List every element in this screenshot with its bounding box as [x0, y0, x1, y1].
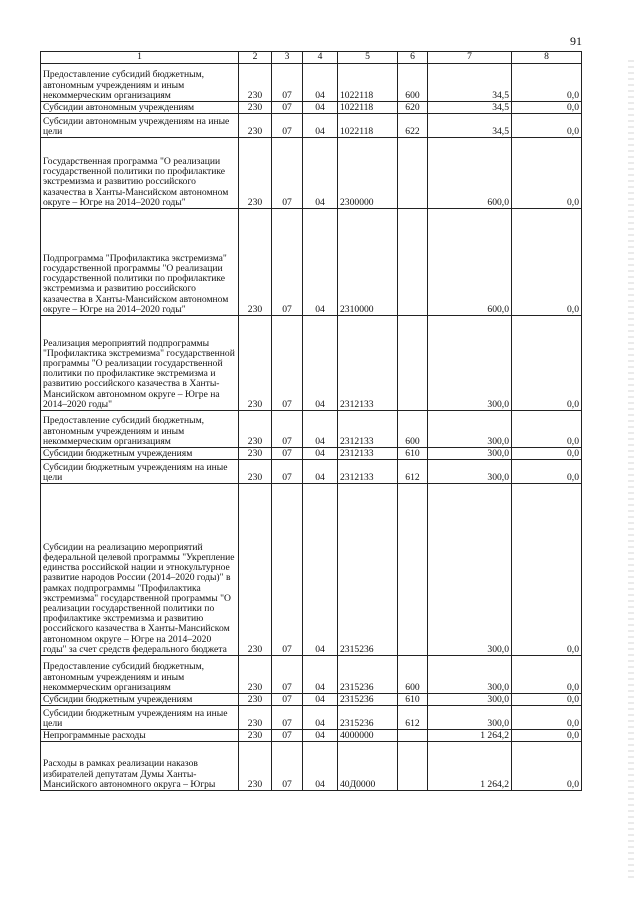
row-name-cell [41, 209, 239, 316]
row-name-cell [41, 730, 239, 742]
table-row [41, 102, 582, 114]
row-cell-3 [272, 656, 303, 694]
row-value: 0,0 [567, 717, 579, 729]
row-name-cell [41, 316, 239, 411]
row-cell-5 [338, 460, 398, 484]
row-value: 300,0 [487, 717, 509, 729]
table-row [41, 411, 582, 448]
row-cell-5 [338, 102, 398, 114]
row-name-cell [41, 114, 239, 138]
row-value: 07 [282, 471, 292, 483]
row-name-cell [41, 411, 239, 448]
row-cell-5 [338, 730, 398, 742]
table-row [41, 64, 582, 102]
row-cell-6 [398, 209, 428, 316]
row-value: 2300000 [340, 196, 374, 208]
row-cell-2 [239, 484, 272, 656]
row-cell-6 [398, 114, 428, 138]
row-value: 04 [315, 643, 325, 655]
row-cell-6 [398, 448, 428, 460]
row-value: 04 [315, 471, 325, 483]
row-name: Субсидии на реализацию мероприятий федеральной целевой программы "Укрепление единства российской нации и этнокультурное развитие народов России (2014–2020 годы)" в рамках подпрограммы "Профилактика экстремизма" государственной программы "О реализации государственной политики по профилактике экстремизма и развитию российского казачества в Ханты-Мансийском автономном округе – Югре на 2014–2020 годы" за счет средств федерального бюджета [43, 541, 235, 655]
row-cell-7 [428, 694, 512, 706]
row-value: 1022118 [340, 101, 374, 113]
row-value: 04 [315, 89, 325, 101]
row-value: 2310000 [340, 303, 374, 315]
row-name: Подпрограмма "Профилактика экстремизма" государственной программы "О реализации государственной политики по профилактике экстремизма и развитию российского казачества в Ханты-Мансийском автономном округе – Югре на 2014–2020 годы" [43, 252, 229, 315]
row-value: 2312133 [340, 435, 374, 447]
row-value: 600 [405, 435, 420, 447]
row-cell-8 [512, 209, 582, 316]
row-value: 07 [282, 778, 292, 790]
row-value: 600,0 [487, 196, 509, 208]
row-name-cell [41, 460, 239, 484]
row-cell-6 [398, 484, 428, 656]
row-value: 04 [315, 125, 325, 137]
row-name: Непрограммные расходы [43, 729, 146, 741]
row-name-cell [41, 448, 239, 460]
row-value: 230 [247, 717, 263, 729]
row-cell-8 [512, 64, 582, 102]
row-name: Субсидии бюджетным учреждениям [43, 693, 193, 705]
row-cell-7 [428, 114, 512, 138]
row-cell-5 [338, 114, 398, 138]
row-value: 07 [282, 125, 292, 137]
table-row [41, 656, 582, 694]
row-cell-7 [428, 102, 512, 114]
row-cell-4 [303, 138, 338, 209]
row-cell-4 [303, 209, 338, 316]
row-cell-3 [272, 706, 303, 730]
row-value: 04 [315, 303, 325, 315]
row-cell-5 [338, 484, 398, 656]
row-cell-5 [338, 316, 398, 411]
row-value: 0,0 [567, 435, 579, 447]
row-value: 300,0 [487, 643, 509, 655]
row-value: 0,0 [567, 681, 579, 693]
header-col-3: 3 [272, 52, 303, 64]
row-cell-7 [428, 656, 512, 694]
row-value: 300,0 [487, 471, 509, 483]
row-cell-5 [338, 694, 398, 706]
row-value: 230 [247, 643, 263, 655]
row-value: 230 [247, 729, 263, 741]
row-cell-5 [338, 138, 398, 209]
row-name: Предоставление субсидий бюджетным, автономным учреждениям и иным некоммерческим организациям [43, 661, 205, 693]
row-value: 4000000 [340, 729, 374, 741]
table-row [41, 706, 582, 730]
row-value: 300,0 [487, 447, 509, 459]
row-value: 04 [315, 435, 325, 447]
row-value: 230 [247, 398, 263, 410]
row-cell-2 [239, 656, 272, 694]
row-value: 230 [247, 125, 263, 137]
row-cell-3 [272, 209, 303, 316]
row-cell-3 [272, 114, 303, 138]
row-cell-3 [272, 460, 303, 484]
row-cell-7 [428, 460, 512, 484]
row-value: 07 [282, 729, 292, 741]
row-value: 0,0 [567, 693, 579, 705]
row-cell-7 [428, 138, 512, 209]
row-cell-8 [512, 102, 582, 114]
row-value: 04 [315, 447, 325, 459]
row-cell-3 [272, 316, 303, 411]
row-name: Расходы в рамках реализации наказов избирателей депутатам Думы Ханты-Мансийского автономного округа – Югры [43, 758, 216, 790]
row-value: 07 [282, 196, 292, 208]
row-name: Субсидии бюджетным учреждениям на иные цели [43, 707, 228, 729]
row-value: 1 264,2 [480, 778, 509, 790]
row-value: 1022118 [340, 89, 374, 101]
row-cell-7 [428, 448, 512, 460]
row-cell-6 [398, 411, 428, 448]
row-value: 2315236 [340, 717, 374, 729]
row-cell-8 [512, 448, 582, 460]
row-cell-2 [239, 64, 272, 102]
row-value: 04 [315, 398, 325, 410]
row-value: 07 [282, 101, 292, 113]
row-cell-8 [512, 138, 582, 209]
row-cell-2 [239, 411, 272, 448]
header-col-7: 7 [428, 52, 512, 64]
row-name: Субсидии автономным учреждениям на иные цели [43, 115, 230, 137]
row-cell-3 [272, 64, 303, 102]
row-name-cell [41, 138, 239, 209]
header-col-8: 8 [512, 52, 582, 64]
table-row [41, 742, 582, 791]
row-cell-7 [428, 64, 512, 102]
row-cell-6 [398, 730, 428, 742]
row-value: 0,0 [567, 101, 579, 113]
row-value: 07 [282, 89, 292, 101]
row-cell-8 [512, 114, 582, 138]
row-value: 230 [247, 681, 263, 693]
row-value: 07 [282, 435, 292, 447]
row-cell-5 [338, 411, 398, 448]
row-cell-2 [239, 138, 272, 209]
row-cell-7 [428, 316, 512, 411]
row-value: 0,0 [567, 89, 579, 101]
row-value: 600,0 [487, 303, 509, 315]
row-cell-2 [239, 102, 272, 114]
row-value: 2312133 [340, 471, 374, 483]
row-value: 0,0 [567, 303, 579, 315]
row-value: 04 [315, 681, 325, 693]
row-cell-2 [239, 460, 272, 484]
row-cell-2 [239, 209, 272, 316]
row-value: 0,0 [567, 447, 579, 459]
row-value: 04 [315, 693, 325, 705]
row-value: 07 [282, 398, 292, 410]
budget-table [40, 51, 582, 791]
table-row [41, 114, 582, 138]
scan-edge-noise [628, 60, 634, 880]
row-value: 2312133 [340, 447, 374, 459]
row-cell-3 [272, 730, 303, 742]
row-cell-7 [428, 411, 512, 448]
row-value: 1 264,2 [480, 729, 509, 741]
row-value: 0,0 [567, 471, 579, 483]
row-cell-5 [338, 448, 398, 460]
row-value: 230 [247, 89, 263, 101]
row-cell-7 [428, 484, 512, 656]
row-value: 07 [282, 447, 292, 459]
row-cell-6 [398, 694, 428, 706]
row-value: 230 [247, 303, 263, 315]
row-name-cell [41, 484, 239, 656]
row-cell-4 [303, 742, 338, 791]
row-cell-8 [512, 706, 582, 730]
row-value: 610 [405, 693, 420, 705]
row-value: 07 [282, 643, 292, 655]
table-row [41, 460, 582, 484]
row-cell-4 [303, 114, 338, 138]
row-value: 610 [405, 447, 420, 459]
row-cell-7 [428, 209, 512, 316]
row-name-cell [41, 102, 239, 114]
table-row [41, 694, 582, 706]
row-cell-8 [512, 411, 582, 448]
row-cell-8 [512, 742, 582, 791]
row-cell-7 [428, 742, 512, 791]
row-cell-8 [512, 730, 582, 742]
row-value: 0,0 [567, 398, 579, 410]
row-cell-2 [239, 742, 272, 791]
row-name: Субсидии бюджетным учреждениям на иные цели [43, 461, 228, 483]
row-value: 2315236 [340, 681, 374, 693]
row-cell-4 [303, 102, 338, 114]
row-value: 04 [315, 196, 325, 208]
row-cell-6 [398, 460, 428, 484]
row-cell-8 [512, 460, 582, 484]
row-value: 230 [247, 435, 263, 447]
row-value: 230 [247, 471, 263, 483]
row-cell-3 [272, 484, 303, 656]
row-cell-8 [512, 484, 582, 656]
row-value: 612 [405, 717, 420, 729]
row-name-cell [41, 694, 239, 706]
row-cell-4 [303, 411, 338, 448]
row-value: 300,0 [487, 398, 509, 410]
row-cell-2 [239, 448, 272, 460]
row-name: Государственная программа "О реализации государственной политики по профилактике экстремизма и развитию российского казачества в Ханты-Мансийском автономном округе – Югре на 2014–2020 годы" [43, 155, 229, 208]
row-cell-2 [239, 730, 272, 742]
table-row [41, 316, 582, 411]
row-value: 2315236 [340, 643, 374, 655]
row-cell-8 [512, 656, 582, 694]
row-value: 300,0 [487, 435, 509, 447]
row-cell-3 [272, 694, 303, 706]
row-value: 230 [247, 693, 263, 705]
row-name: Предоставление субсидий бюджетным, автономным учреждениям и иным некоммерческим организациям [43, 69, 205, 101]
row-cell-6 [398, 102, 428, 114]
row-value: 40Д0000 [340, 778, 376, 790]
row-cell-6 [398, 742, 428, 791]
row-cell-7 [428, 730, 512, 742]
table-row [41, 138, 582, 209]
row-value: 0,0 [567, 778, 579, 790]
header-col-6: 6 [398, 52, 428, 64]
row-value: 2312133 [340, 398, 374, 410]
row-cell-4 [303, 448, 338, 460]
header-col-4: 4 [303, 52, 338, 64]
row-value: 300,0 [487, 693, 509, 705]
row-value: 04 [315, 778, 325, 790]
row-cell-3 [272, 102, 303, 114]
row-value: 04 [315, 717, 325, 729]
row-value: 1022118 [340, 125, 374, 137]
row-name-cell [41, 64, 239, 102]
row-value: 300,0 [487, 681, 509, 693]
row-value: 07 [282, 693, 292, 705]
row-value: 04 [315, 729, 325, 741]
row-cell-8 [512, 316, 582, 411]
row-value: 230 [247, 778, 263, 790]
row-cell-7 [428, 706, 512, 730]
row-cell-6 [398, 138, 428, 209]
row-cell-5 [338, 742, 398, 791]
row-cell-5 [338, 209, 398, 316]
row-value: 07 [282, 681, 292, 693]
header-col-2: 2 [239, 52, 272, 64]
table-row [41, 209, 582, 316]
row-cell-6 [398, 706, 428, 730]
row-cell-4 [303, 694, 338, 706]
row-value: 230 [247, 101, 263, 113]
row-value: 622 [405, 125, 420, 137]
row-value: 230 [247, 447, 263, 459]
row-name: Субсидии бюджетным учреждениям [43, 447, 193, 459]
row-cell-5 [338, 656, 398, 694]
row-cell-4 [303, 484, 338, 656]
row-cell-4 [303, 730, 338, 742]
row-value: 600 [405, 681, 420, 693]
row-value: 0,0 [567, 643, 579, 655]
header-col-1: 1 [41, 52, 239, 64]
row-value: 07 [282, 303, 292, 315]
row-value: 2315236 [340, 693, 374, 705]
table-header-row [41, 52, 582, 64]
row-cell-6 [398, 656, 428, 694]
row-value: 34,5 [492, 125, 509, 137]
row-cell-4 [303, 316, 338, 411]
row-value: 612 [405, 471, 420, 483]
row-cell-5 [338, 64, 398, 102]
row-name-cell [41, 706, 239, 730]
row-value: 0,0 [567, 196, 579, 208]
row-cell-2 [239, 694, 272, 706]
row-cell-8 [512, 694, 582, 706]
table-row [41, 484, 582, 656]
row-cell-6 [398, 316, 428, 411]
row-cell-4 [303, 706, 338, 730]
table-row [41, 448, 582, 460]
row-cell-3 [272, 448, 303, 460]
row-name-cell [41, 742, 239, 791]
row-cell-6 [398, 64, 428, 102]
page-number: 91 [570, 34, 582, 48]
row-value: 0,0 [567, 729, 579, 741]
row-cell-2 [239, 706, 272, 730]
row-value: 230 [247, 196, 263, 208]
header-col-5: 5 [338, 52, 398, 64]
row-value: 600 [405, 89, 420, 101]
row-cell-4 [303, 460, 338, 484]
row-cell-4 [303, 656, 338, 694]
row-cell-3 [272, 411, 303, 448]
row-value: 620 [405, 101, 420, 113]
row-name-cell [41, 656, 239, 694]
row-value: 07 [282, 717, 292, 729]
row-name: Предоставление субсидий бюджетным, автономным учреждениям и иным некоммерческим организациям [43, 415, 205, 447]
row-cell-2 [239, 114, 272, 138]
row-name: Субсидии автономным учреждениям [43, 101, 195, 113]
row-cell-2 [239, 316, 272, 411]
row-cell-3 [272, 742, 303, 791]
row-cell-5 [338, 706, 398, 730]
row-cell-4 [303, 64, 338, 102]
row-value: 34,5 [492, 101, 509, 113]
table-row [41, 730, 582, 742]
row-name: Реализация мероприятий подпрограммы "Профилактика экстремизма" государственной программы "О реализации государственной политики по профилактике экстремизма и развитию российского казачества в Ханты-Мансийском автономном округе – Югре на 2014–2020 годы" [43, 337, 235, 410]
row-cell-3 [272, 138, 303, 209]
row-value: 04 [315, 101, 325, 113]
row-value: 34,5 [492, 89, 509, 101]
row-value: 0,0 [567, 125, 579, 137]
